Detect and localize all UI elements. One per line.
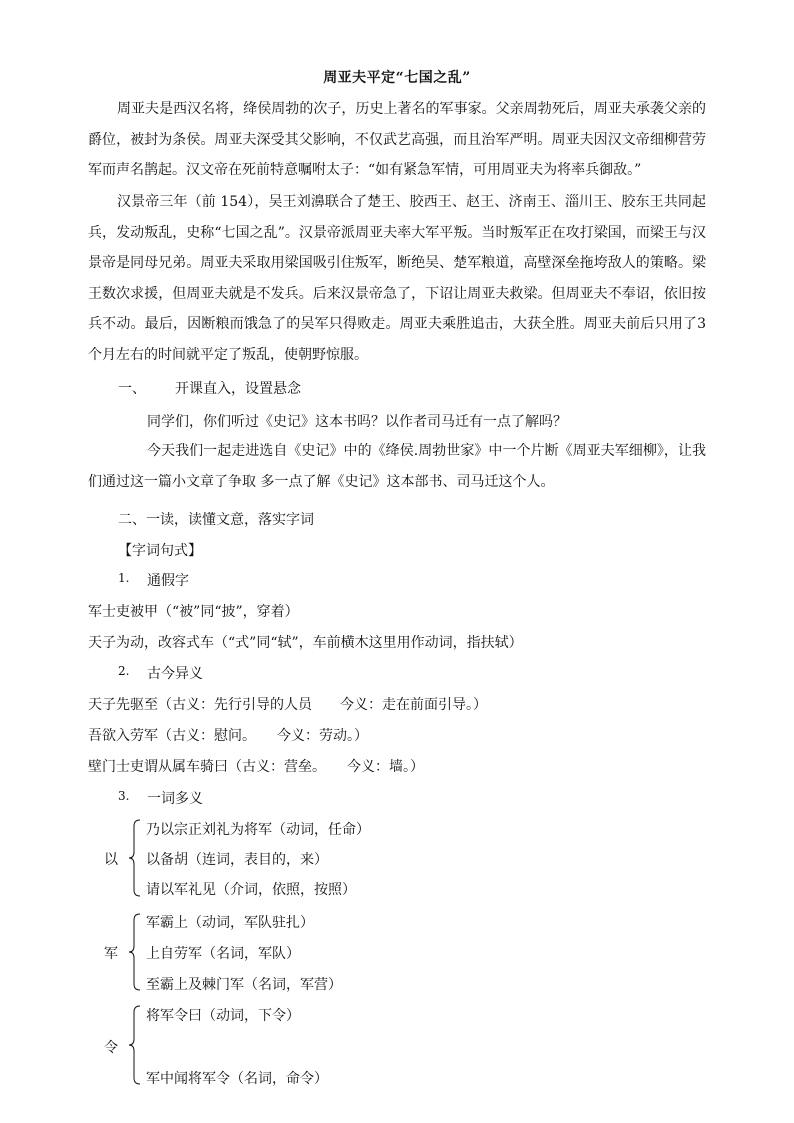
polysemy-char: 以 <box>104 852 118 868</box>
brace-icon <box>128 912 142 992</box>
item2-line: 天子先驱至（古义：先行引导的人员 今义：走在前面引导。） <box>88 697 487 713</box>
section2-heading: 二、一读，读懂文意，落实字词 <box>118 512 314 528</box>
polysemy-line: 乃以宗正刘礼为将军（动词，任命） <box>146 822 370 838</box>
polysemy-line: 请以军礼见（介词，依照，按照） <box>146 882 356 898</box>
intro-paragraph-2: 汉景帝三年（前 154），吴王刘濞联合了楚王、胶西王、赵王、济南王、淄川王、胶东王共同起兵，发动叛乱，史称“七国之乱”。汉景帝派周亚夫率大军平叛。当时叛军正在攻打梁国，而梁王与汉景帝是同母兄弟。周亚夫采取用梁国吸引住叛军，断绝吴、楚军粮道，高壁深垒拖垮敌人的策略。梁王数次求援，但周亚夫就是不发兵。后来汉景帝急了，下诏让周亚夫救梁。但周亚夫不奉诏，依旧按兵不动。最后，因断粮而饿急了的吴军只得败走。周亚夫乘胜追击，大获全胜。周亚夫前后只用了3个月左右的时间就平定了叛乱，使朝野惊服。 <box>88 194 706 363</box>
section1-number: 一、 <box>118 381 146 397</box>
item3-number: 3. <box>118 789 130 803</box>
brace-icon <box>128 818 142 898</box>
polysemy-line: 将军令曰（动词，下令） <box>146 1008 300 1024</box>
intro-paragraph-1: 周亚夫是西汉名将，绛侯周勃的次子，历史上著名的军事家。父亲周勃死后，周亚夫承袭父亲的爵位，被封为条侯。周亚夫深受其父影响，不仅武艺高强，而且治军严明。周亚夫因汉文帝细柳营劳军而声名鹊起。汉文帝在死前特意嘱咐太子：“如有紧急军情，可用周亚夫为将率兵御敌。” <box>88 101 706 178</box>
polysemy-char: 令 <box>104 1040 118 1056</box>
section2-subheading: 【字词句式】 <box>118 543 202 559</box>
item1-number: 1. <box>118 571 130 585</box>
item2-line: 吾欲入劳军（古义：慰问。 今义：劳动。） <box>88 728 368 744</box>
polysemy-line: 以备胡（连词，表目的，来） <box>146 852 328 868</box>
item1-line: 天子为动，改容式车（“式”同“轼”，车前横木这里用作动词，指扶轼） <box>88 635 523 651</box>
polysemy-char: 军 <box>104 946 118 962</box>
document-title: 周亚夫平定“七国之乱” <box>323 70 471 86</box>
section1-paragraph: 今天我们一起走进选自《史记》中的《绛侯.周勃世家》中一个片断《周亚夫军细柳》，让我们通过这一篇小文章了争取 多一点了解《史记》这本部书、司马迁这个人。 <box>88 443 706 490</box>
polysemy-line: 军霸上（动词，军队驻扎） <box>146 915 314 931</box>
polysemy-line: 军中闻将军令（名词，命令） <box>146 1071 328 1087</box>
section1-question: 同学们，你们听过《史记》这本书吗？以作者司马迁有一点了解吗？ <box>147 414 567 430</box>
item1-label: 通假字 <box>147 573 189 589</box>
item2-line: 壁门士吏谓从属车骑曰（古义：营垒。 今义：墙。） <box>88 759 424 775</box>
section1-heading: 开课直入，设置悬念 <box>175 381 301 397</box>
brace-icon <box>128 1004 142 1086</box>
item1-line: 军士吏被甲（“被”同“披”，穿着） <box>88 604 299 620</box>
item3-label: 一词多义 <box>147 791 203 807</box>
item2-label: 古今异义 <box>147 666 203 682</box>
polysemy-line: 至霸上及棘门军（名词，军营） <box>146 977 342 993</box>
polysemy-line: 上自劳军（名词，军队） <box>146 946 300 962</box>
item2-number: 2. <box>118 664 130 678</box>
